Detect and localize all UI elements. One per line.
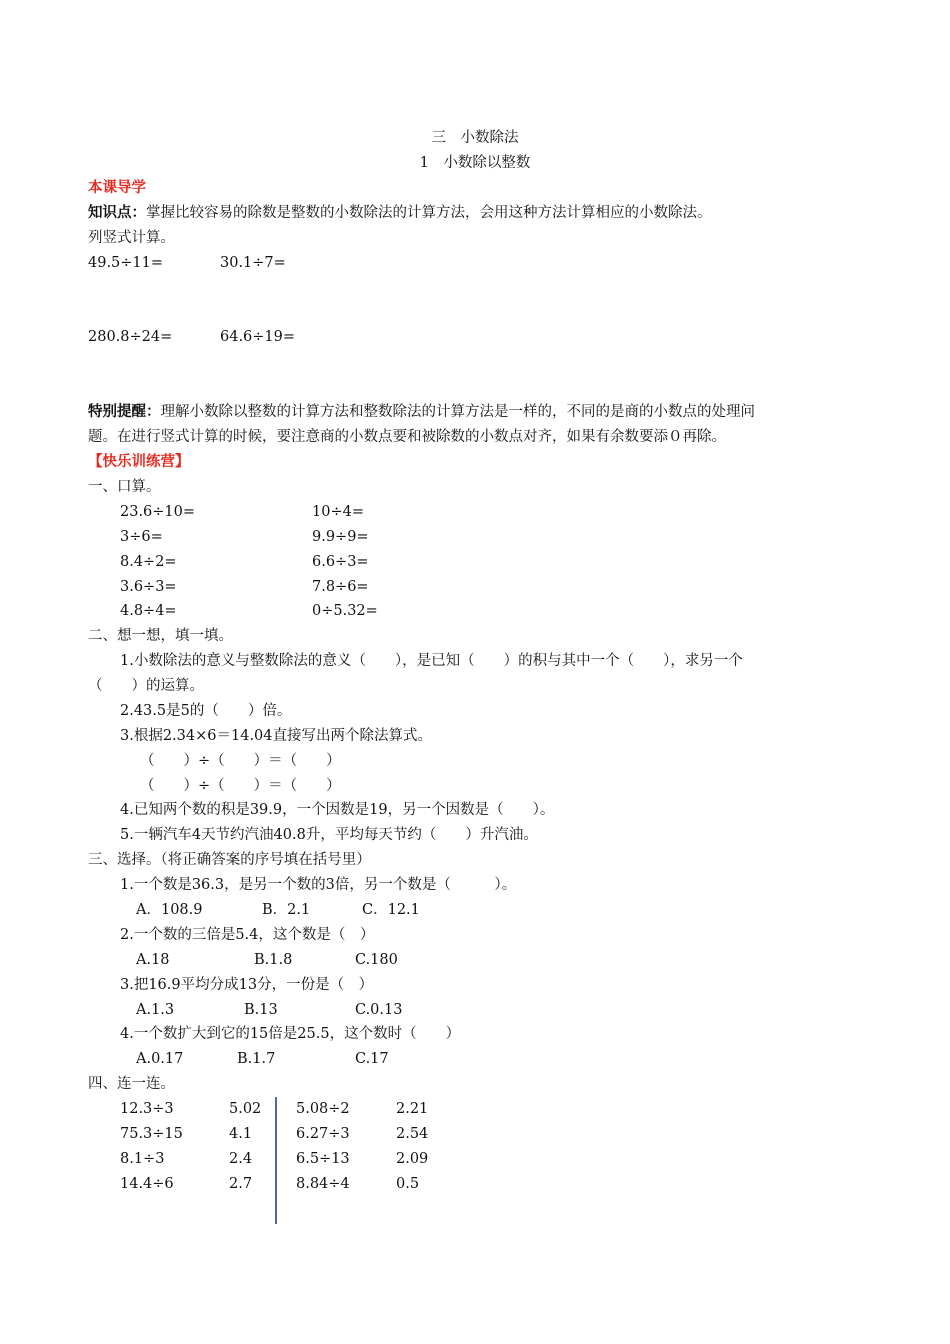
mental-item: 23.6÷10= xyxy=(120,504,196,520)
instruction: 列竖式计算。 xyxy=(88,230,175,246)
mental-item: 7.8÷6= xyxy=(312,579,369,595)
match-divider-line xyxy=(275,1097,277,1224)
knowledge-label: 知识点： xyxy=(88,205,146,221)
choice-option: B.13 xyxy=(244,1002,278,1018)
match-right-expr: 8.84÷4 xyxy=(296,1176,350,1192)
exercise: 49.5÷11= xyxy=(88,255,164,271)
match-right-value: 0.5 xyxy=(396,1176,420,1192)
match-left-value: 4.1 xyxy=(229,1126,253,1142)
match-left-expr: 75.3÷15 xyxy=(120,1126,183,1142)
section3-title: 三、选择。（将正确答案的序号填在括号里） xyxy=(88,852,371,868)
match-left-value: 2.4 xyxy=(229,1151,253,1167)
choice-option: B.1.8 xyxy=(254,952,293,968)
choice-option: B.1.7 xyxy=(237,1051,276,1067)
fill-question: 1.小数除法的意义与整数除法的意义（ ），是已知（ ）的积与其中一个（ ），求另一个 xyxy=(120,653,743,669)
match-left-value: 2.7 xyxy=(229,1176,253,1192)
knowledge-text: 掌握比较容易的除数是整数的小数除法的计算方法，会用这种方法计算相应的小数除法。 xyxy=(146,205,712,221)
choice-option: A.18 xyxy=(136,952,170,968)
mental-item: 0÷5.32= xyxy=(312,603,378,619)
section2-title: 二、想一想，填一填。 xyxy=(88,628,233,644)
mental-item: 6.6÷3= xyxy=(312,554,369,570)
choice-option: C．12.1 xyxy=(362,902,420,918)
fill-blank-equation: （ ）÷（ ）＝（ ） xyxy=(140,753,341,769)
mental-item: 8.4÷2= xyxy=(120,554,177,570)
choice-option: B．2.1 xyxy=(262,902,311,918)
match-right-value: 2.54 xyxy=(396,1126,429,1142)
mental-item: 4.8÷4= xyxy=(120,603,177,619)
choice-question: 1.一个数是36.3，是另一个数的3倍，另一个数是（ ）。 xyxy=(120,877,517,893)
match-left-expr: 14.4÷6 xyxy=(120,1176,174,1192)
section4-title: 四、连一连。 xyxy=(88,1076,175,1092)
match-right-value: 2.09 xyxy=(396,1151,429,1167)
lesson-title: 1 小数除以整数 xyxy=(419,155,531,171)
chapter-title: 三 小数除法 xyxy=(431,130,519,146)
match-left-expr: 12.3÷3 xyxy=(120,1101,174,1117)
match-right-expr: 5.08÷2 xyxy=(296,1101,350,1117)
fill-question: 2.43.5是5的（ ）倍。 xyxy=(120,703,292,719)
choice-option: C.0.13 xyxy=(355,1002,403,1018)
choice-option: A.0.17 xyxy=(136,1051,184,1067)
match-right-expr: 6.27÷3 xyxy=(296,1126,350,1142)
camp-title: 【快乐训练营】 xyxy=(88,454,190,470)
fill-question: 4.已知两个数的积是39.9，一个因数是19，另一个因数是（ ）。 xyxy=(120,802,555,818)
exercise: 64.6÷19= xyxy=(220,329,296,345)
choice-question: 3.把16.9平均分成13分，一份是（ ） xyxy=(120,977,374,993)
mental-item: 3.6÷3= xyxy=(120,579,177,595)
mental-item: 9.9÷9= xyxy=(312,529,369,545)
match-right-value: 2.21 xyxy=(396,1101,429,1117)
choice-option: A.1.3 xyxy=(136,1002,175,1018)
section1-title: 一、口算。 xyxy=(88,479,161,495)
fill-question: 3.根据2.34×6＝14.04直接写出两个除法算式。 xyxy=(120,728,433,744)
reminder-label: 特别提醒： xyxy=(88,404,161,420)
match-right-expr: 6.5÷13 xyxy=(296,1151,350,1167)
mental-item: 3÷6= xyxy=(120,529,163,545)
choice-option: C.180 xyxy=(355,952,398,968)
exercise: 30.1÷7= xyxy=(220,255,286,271)
match-left-expr: 8.1÷3 xyxy=(120,1151,165,1167)
reminder-line-1 xyxy=(88,402,755,422)
choice-question: 2.一个数的三倍是5.4，这个数是（ ） xyxy=(120,927,375,943)
choice-option: C.17 xyxy=(355,1051,389,1067)
choice-question: 4.一个数扩大到它的15倍是25.5，这个数时（ ） xyxy=(120,1026,461,1042)
guide-title: 本课导学 xyxy=(88,180,146,196)
reminder-text-1: 理解小数除以整数的计算方法和整数除法的计算方法是一样的，不同的是商的小数点的处理问 xyxy=(160,404,755,420)
choice-option: A．108.9 xyxy=(136,902,203,918)
mental-item: 10÷4= xyxy=(312,504,364,520)
knowledge-point xyxy=(88,203,712,223)
fill-blank-equation: （ ）÷（ ）＝（ ） xyxy=(140,778,341,794)
fill-question: （ ）的运算。 xyxy=(88,678,204,694)
fill-question: 5.一辆汽车4天节约汽油40.8升，平均每天节约（ ）升汽油。 xyxy=(120,827,538,843)
exercise: 280.8÷24= xyxy=(88,329,173,345)
reminder-line-2: 题。在进行竖式计算的时候，要注意商的小数点要和被除数的小数点对齐，如果有余数要添０再除。 xyxy=(88,429,726,445)
match-left-value: 5.02 xyxy=(229,1101,262,1117)
